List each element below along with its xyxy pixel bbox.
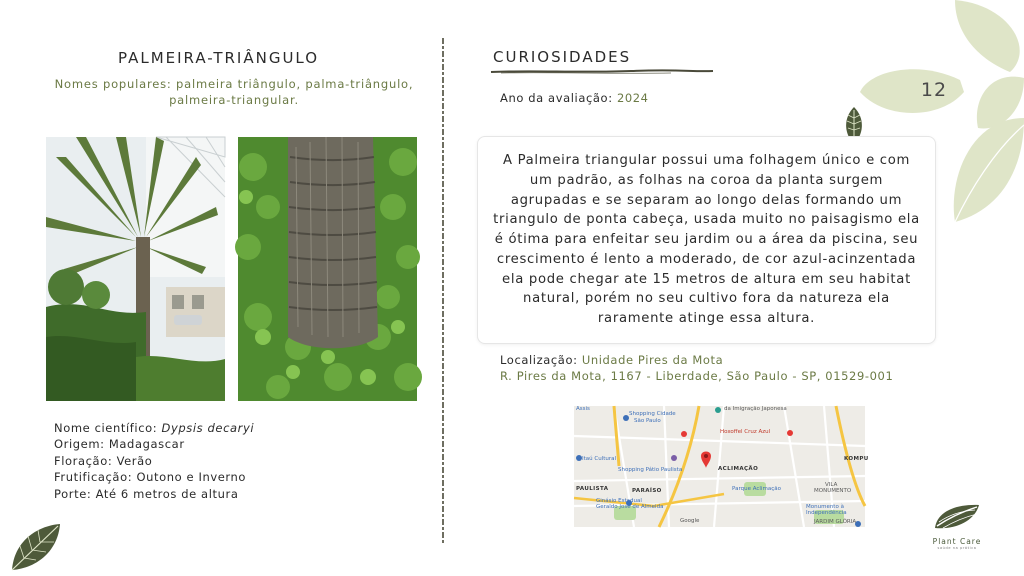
fact-flowering: Floração: Verão <box>54 453 153 468</box>
description-text: A Palmeira triangular possui uma folhagem único e com um padrão, as folhas na coroa da planta surgem agrupadas e se separam ao longo delas formando um triangulo de ponta cabeça, usada muito no paisagismo ela é ótima para enfeitar seu jardim ou a área da piscina, seu crescimento é lento a moderado, de cor azul-acinzentada ela pode chegar ate 15 metros de altura em seu habitat natural, porém no seu cultivo fora da natureza ela raramente atinge essa altura. <box>493 152 920 327</box>
fact-scientific-name: Nome científico: Dypsis decaryi <box>54 421 255 435</box>
plant-facts <box>54 420 254 502</box>
plant-title: PALMEIRA-TRIÂNGULO <box>118 49 320 67</box>
location-name: Unidade Pires da Mota <box>581 353 724 367</box>
leaf-decoration-bottom-left <box>8 522 62 572</box>
section-title: CURIOSIDADES <box>493 48 632 66</box>
center-divider <box>441 38 445 544</box>
page-number: 12 <box>920 79 948 101</box>
location-info: Localização: Unidade Pires da Mota R. Pires da Mota, 1167 - Liberdade, São Paulo - SP, 01529-001 <box>500 353 894 384</box>
fact-origin: Origem: Madagascar <box>54 437 185 452</box>
logo-tagline: saúde na prática <box>937 546 977 550</box>
description-card <box>477 136 936 344</box>
logo-name: Plant Care <box>932 537 982 546</box>
palm-photo-full <box>46 137 225 401</box>
fact-fruiting: Frutificação: Outono e Inverno <box>54 470 247 485</box>
evaluation-year: Ano da avaliação: 2024 <box>500 91 649 105</box>
location-address: R. Pires da Mota, 1167 - Liberdade, São Paulo - SP, 01529-001 <box>500 369 894 384</box>
palm-trunk-photo <box>238 137 417 401</box>
plant-care-leaf-icon <box>931 502 983 532</box>
title-underline <box>491 68 713 76</box>
fact-size: Porte: Até 6 metros de altura <box>54 486 239 501</box>
popular-names: Nomes populares: palmeira triângulo, palma-triângulo, palmeira-triangular. <box>54 77 414 107</box>
plant-care-logo <box>922 502 992 550</box>
location-map[interactable]: Assis Shopping Cidade São Paulo da Imigração Japonesa Hoxoffel Cruz Azul Itaú Cultural Shopping Pátio Paulista ACLIMAÇÃO KOMPU PAULISTA PARAÍSO Parque Aclimação VILA MONUMENTO Ginásio Estadual Geraldo José de Almeida Monumento à Independência JARDIM GLÓRIA Google <box>576 406 869 525</box>
